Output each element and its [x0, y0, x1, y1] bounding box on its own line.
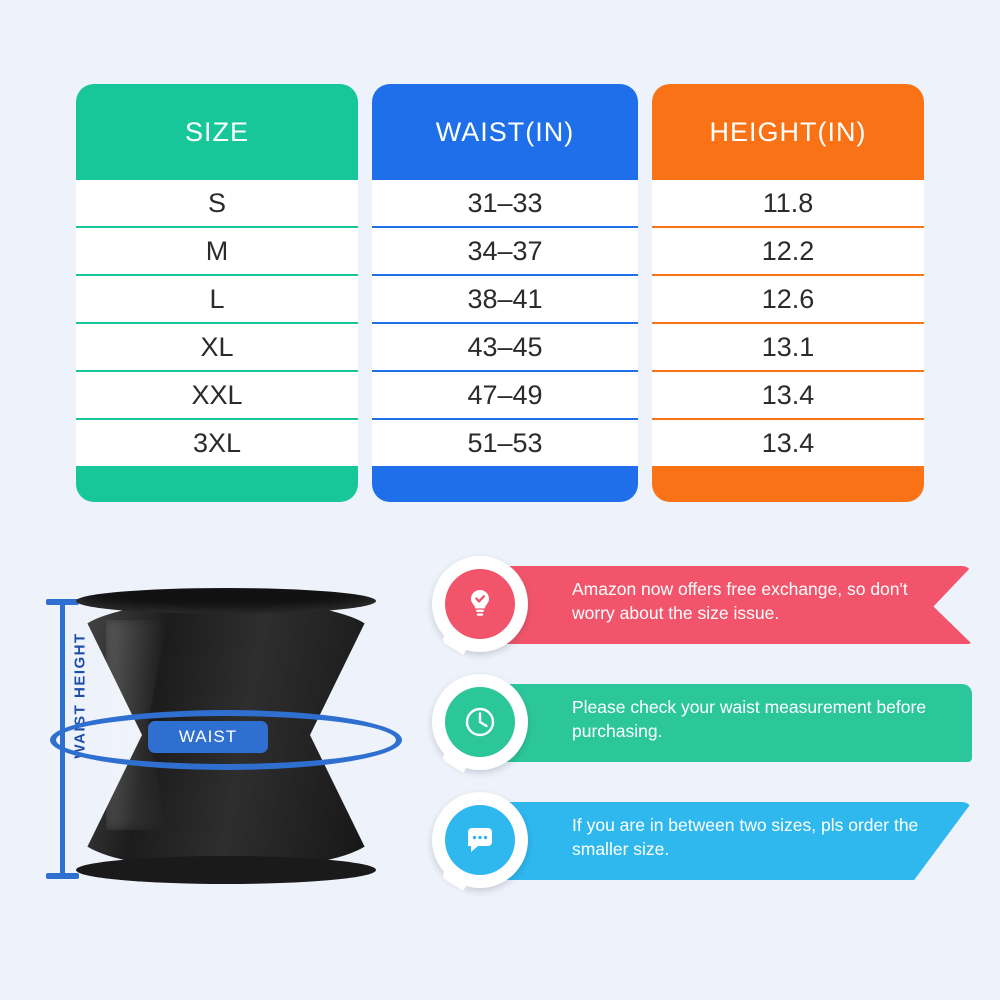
table-row: L	[76, 276, 358, 322]
clock-icon	[445, 687, 515, 757]
table-row: S	[76, 180, 358, 226]
table-row: 11.8	[652, 180, 924, 226]
table-row: XXL	[76, 372, 358, 418]
table-row: 43–45	[372, 324, 638, 370]
notes-list	[432, 556, 972, 910]
measure-cap-bottom-icon	[46, 873, 79, 879]
product-diagram	[20, 555, 430, 975]
size-chart-column-height	[652, 84, 924, 502]
list-item	[432, 792, 972, 888]
table-row: XL	[76, 324, 358, 370]
table-row: 13.4	[652, 372, 924, 418]
belt-bottom-edge	[76, 856, 376, 884]
column-header-size: SIZE	[184, 116, 249, 147]
list-item	[432, 674, 972, 770]
note-badge	[432, 556, 532, 656]
waist-label: WAIST	[148, 721, 268, 753]
table-row: 47–49	[372, 372, 638, 418]
table-row: 13.1	[652, 324, 924, 370]
list-item	[432, 556, 972, 652]
table-row: 51–53	[372, 420, 638, 466]
size-chart-column-waist	[372, 84, 638, 502]
note-text: Please check your waist measurement before purchasing.	[572, 697, 927, 741]
size-chart	[76, 84, 924, 502]
table-row: 12.2	[652, 228, 924, 274]
table-row: 13.4	[652, 420, 924, 466]
note-text: Amazon now offers free exchange, so don't worry about the size issue.	[572, 579, 908, 623]
column-header-height: HEIGHT(IN)	[709, 116, 867, 147]
table-row: M	[76, 228, 358, 274]
belt-top-edge	[76, 588, 376, 614]
note-badge	[432, 792, 532, 892]
table-row: 34–37	[372, 228, 638, 274]
note-badge	[432, 674, 532, 774]
size-chart-column-size	[76, 84, 358, 502]
table-row: 31–33	[372, 180, 638, 226]
lightbulb-check-icon	[445, 569, 515, 639]
table-row: 3XL	[76, 420, 358, 466]
column-header-waist: WAIST(IN)	[435, 116, 575, 147]
table-row: 12.6	[652, 276, 924, 322]
chat-bubble-icon	[445, 805, 515, 875]
note-text: If you are in between two sizes, pls order the smaller size.	[572, 815, 919, 859]
table-row: 38–41	[372, 276, 638, 322]
waist-height-label: WAIST HEIGHT	[71, 632, 89, 759]
